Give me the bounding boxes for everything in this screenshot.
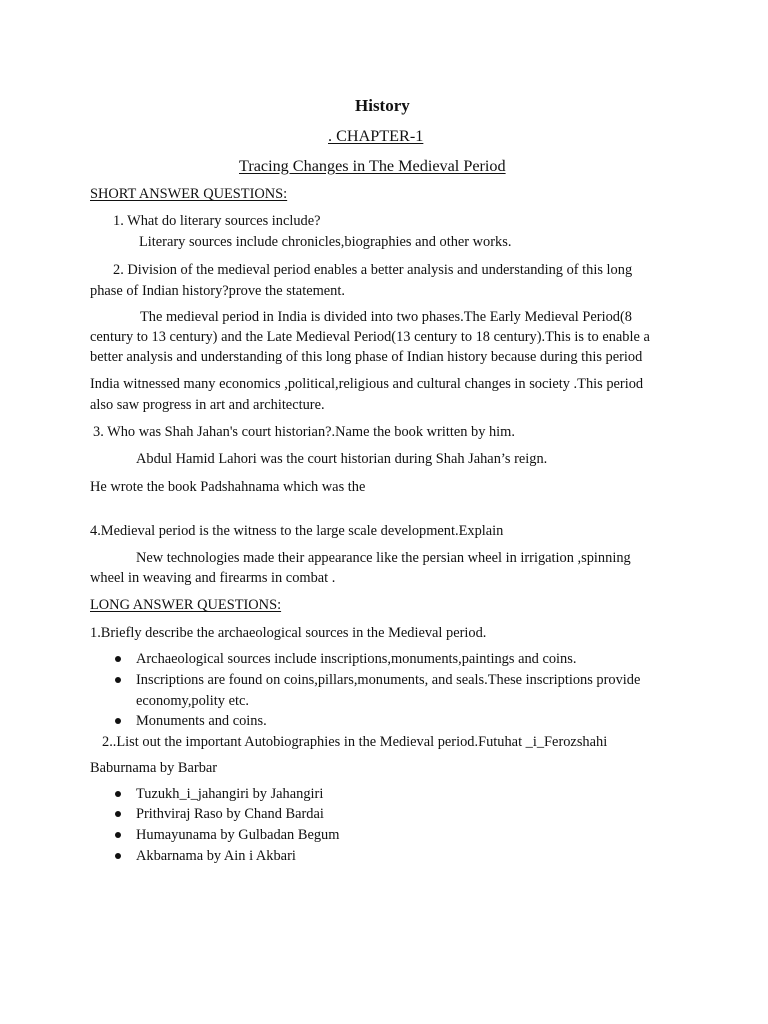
bullet-icon xyxy=(115,677,121,683)
bullet-icon xyxy=(115,832,121,838)
chapter-heading: . CHAPTER-1 xyxy=(328,127,424,145)
question-text: 1. What do literary sources include? xyxy=(113,213,321,229)
page-title: History xyxy=(355,96,410,115)
bullet-icon xyxy=(115,718,121,724)
answer-text: New technologies made their appearance like the persian wheel in irrigation ,spinning xyxy=(136,550,631,566)
answer-text: He wrote the book Padshahnama which was the xyxy=(90,479,366,495)
answer-text: also saw progress in art and architecture. xyxy=(90,397,325,413)
bullet-icon xyxy=(115,853,121,859)
list-item: Archaeological sources include inscriptions,monuments,paintings and coins. xyxy=(136,651,577,667)
question-text: phase of Indian history?prove the statement. xyxy=(90,283,345,299)
question-text: 2..List out the important Autobiographies in the Medieval period.Futuhat _i_Ferozshahi xyxy=(102,734,608,750)
bullet-icon xyxy=(115,656,121,662)
question-text: 2. Division of the medieval period enables a better analysis and understanding of this long xyxy=(113,262,633,278)
list-item: Tuzukh_i_jahangiri by Jahangiri xyxy=(136,786,324,802)
list-item: Monuments and coins. xyxy=(136,713,267,729)
answer-text: better analysis and understanding of this long phase of Indian history because during this period xyxy=(90,349,643,365)
answer-text: century to 13 century) and the Late Medieval Period(13 century to 18 century).This is to enable a xyxy=(90,329,650,345)
answer-text: India witnessed many economics ,political,religious and cultural changes in society .This period xyxy=(90,376,644,392)
short-answer-heading: SHORT ANSWER QUESTIONS: xyxy=(90,186,288,202)
answer-text: wheel in weaving and firearms in combat . xyxy=(90,570,336,586)
answer-text: Literary sources include chronicles,biographies and other works. xyxy=(139,234,512,250)
answer-text: Abdul Hamid Lahori was the court historian during Shah Jahan’s reign. xyxy=(136,451,548,467)
bullet-icon xyxy=(115,791,121,797)
answer-text: Baburnama by Barbar xyxy=(90,760,218,776)
list-item: Inscriptions are found on coins,pillars,monuments, and seals.These inscriptions provide xyxy=(136,672,641,688)
list-item: Prithviraj Raso by Chand Bardai xyxy=(136,806,324,822)
question-text: 1.Briefly describe the archaeological sources in the Medieval period. xyxy=(90,625,487,641)
long-answer-heading: LONG ANSWER QUESTIONS: xyxy=(90,597,282,613)
answer-text: The medieval period in India is divided into two phases.The Early Medieval Period(8 xyxy=(140,309,632,325)
list-item: economy,polity etc. xyxy=(136,693,249,709)
question-text: 3. Who was Shah Jahan's court historian?.Name the book written by him. xyxy=(93,424,515,440)
list-item: Akbarnama by Ain i Akbari xyxy=(136,848,296,864)
bullet-icon xyxy=(115,811,121,817)
list-item: Humayunama by Gulbadan Begum xyxy=(136,827,340,843)
question-text: 4.Medieval period is the witness to the large scale development.Explain xyxy=(90,523,504,539)
chapter-subtitle: Tracing Changes in The Medieval Period xyxy=(239,157,506,175)
